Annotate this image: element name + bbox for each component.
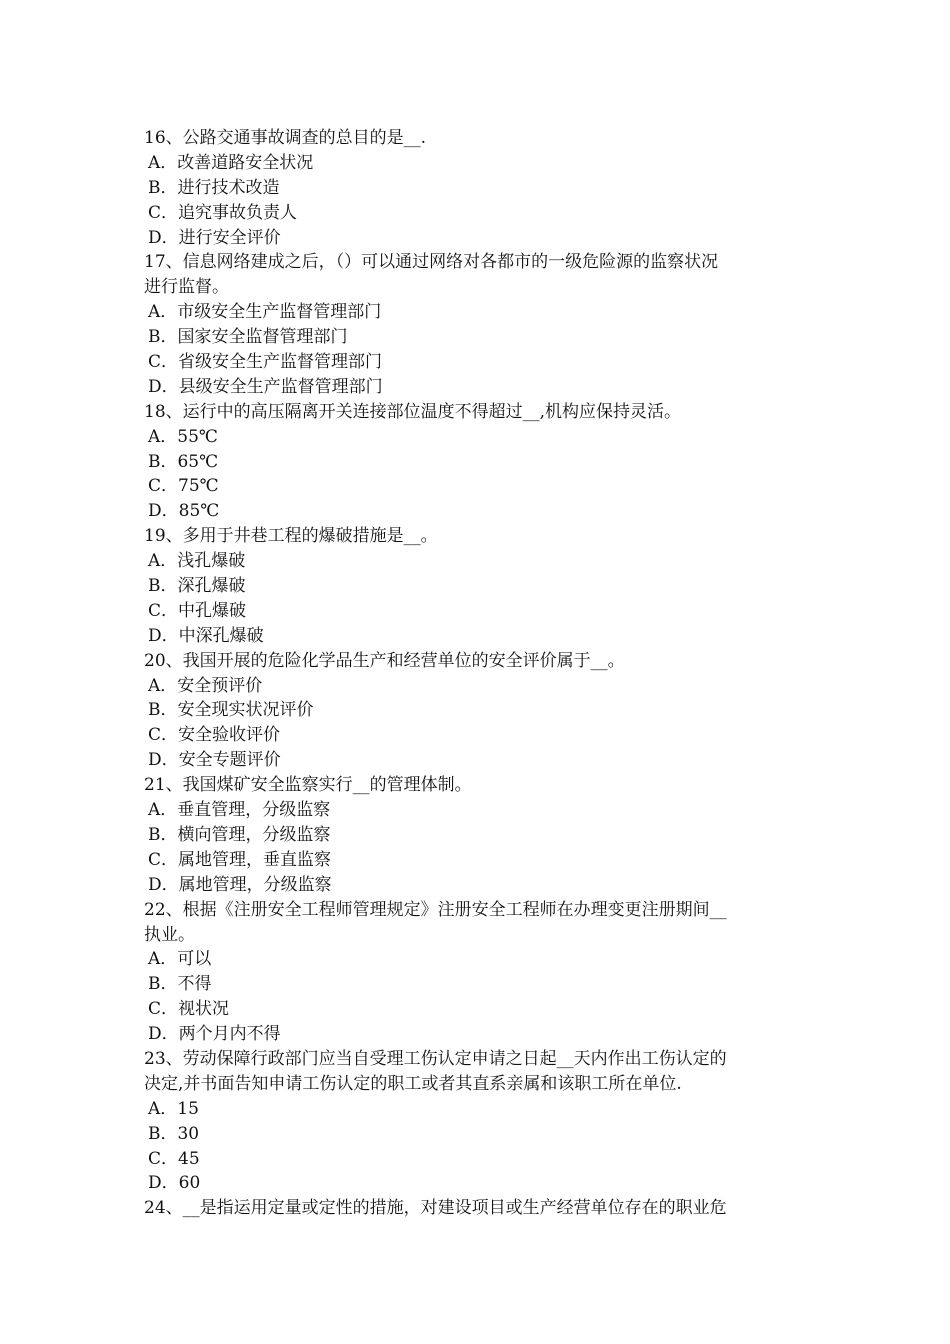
question-23-continued: 决定,并书面告知申请工伤认定的职工或者其直系亲属和该职工所在单位. [144, 1073, 682, 1094]
q18-option-b: B．65℃ [148, 451, 219, 472]
q23-option-d: D．60 [148, 1173, 201, 1194]
q23-option-b: B．30 [148, 1123, 200, 1144]
question-23: 23、劳动保障行政部门应当自受理工伤认定申请之日起__天内作出工伤认定的 [144, 1048, 727, 1069]
q21-option-b: B．横向管理，分级监察 [148, 824, 331, 845]
question-20: 20、我国开展的危险化学品生产和经营单位的安全评价属于__。 [144, 650, 625, 671]
q20-option-b: B．安全现实状况评价 [148, 700, 314, 721]
q19-option-c: C．中孔爆破 [148, 600, 247, 621]
question-17: 17、信息网络建成之后，（）可以通过网络对各都市的一级危险源的监察状况 [144, 252, 719, 273]
q19-option-a: A．浅孔爆破 [148, 551, 246, 572]
q23-option-a: A．15 [148, 1098, 199, 1119]
question-21: 21、我国煤矿安全监察实行__的管理体制。 [144, 775, 472, 796]
q19-option-b: B．深孔爆破 [148, 576, 246, 597]
q16-option-d: D．进行安全评价 [148, 227, 281, 248]
q16-option-c: C．追究事故负责人 [148, 202, 298, 223]
q22-option-b: B．不得 [148, 974, 212, 995]
question-18: 18、运行中的高压隔离开关连接部位温度不得超过__,机构应保持灵活。 [144, 401, 682, 422]
question-17-continued: 进行监督。 [144, 277, 229, 298]
q22-option-c: C．视状况 [148, 999, 230, 1020]
q18-option-c: C．75℃ [148, 476, 219, 497]
q22-option-a: A．可以 [148, 949, 212, 970]
question-19: 19、多用于井巷工程的爆破措施是__。 [144, 526, 438, 547]
q19-option-d: D．中深孔爆破 [148, 625, 264, 646]
q16-option-a: A．改善道路安全状况 [148, 152, 314, 173]
q17-option-c: C．省级安全生产监督管理部门 [148, 352, 383, 373]
q17-option-d: D．县级安全生产监督管理部门 [148, 376, 383, 397]
q20-option-a: A．安全预评价 [148, 675, 263, 696]
q17-option-a: A．市级安全生产监督管理部门 [148, 302, 382, 323]
q20-option-d: D．安全专题评价 [148, 750, 281, 771]
q20-option-c: C．安全验收评价 [148, 725, 281, 746]
q16-option-b: B．进行技术改造 [148, 177, 280, 198]
q21-option-a: A．垂直管理，分级监察 [148, 800, 331, 821]
question-22-continued: 执业。 [144, 924, 195, 945]
q18-option-a: A．55℃ [148, 426, 218, 447]
q21-option-d: D．属地管理，分级监察 [148, 874, 332, 895]
q23-option-c: C．45 [148, 1148, 200, 1169]
q18-option-d: D．85℃ [148, 501, 220, 522]
q21-option-c: C．属地管理，垂直监察 [148, 849, 332, 870]
question-list [144, 126, 812, 1221]
q22-option-d: D．两个月内不得 [148, 1024, 281, 1045]
question-24: 24、__是指运用定量或定性的措施，对建设项目或生产经营单位存在的职业危 [144, 1198, 727, 1219]
question-16: 16、公路交通事故调查的总目的是__. [144, 128, 427, 148]
question-22: 22、根据《注册安全工程师管理规定》注册安全工程师在办理变更注册期间__ [144, 899, 727, 920]
q17-option-b: B．国家安全监督管理部门 [148, 327, 348, 348]
